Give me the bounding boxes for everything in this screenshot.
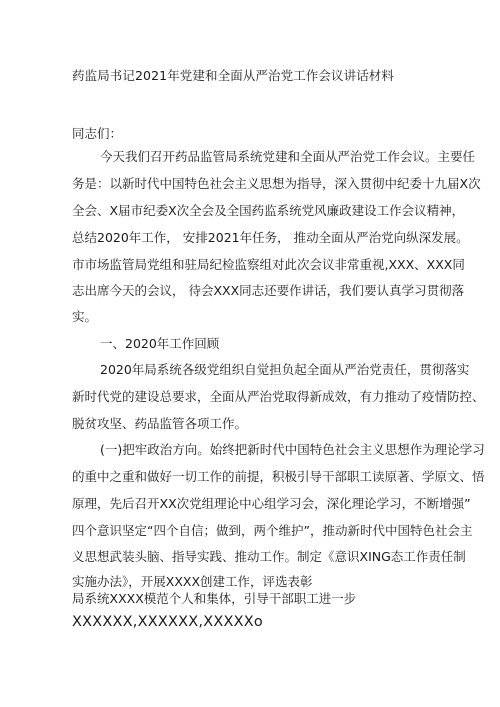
paragraph-3-line-5: 义思想武装头脑、指导实践、推动工作。制定《意识XING态工作责任制 <box>72 549 466 564</box>
paragraph-1-line-4: 总结2020年工作， 安排2021年任务， 推动全面从严治党向纵深发展。 <box>72 230 469 245</box>
paragraph-1-line-5: 市市场监管局党组和驻局纪检监察组对此次会议非常重视,XXX、XXX同 <box>72 257 465 272</box>
paragraph-3-line-4: 四个意识坚定“四个自信；做到，两个维护”，推动新时代中国特色社会主 <box>72 523 473 538</box>
paragraph-1-line-1: 今天我们召开药品监管局系统党建和全面从严治党工作会议。主要任 <box>100 149 476 164</box>
paragraph-1-line-7: 实。 <box>72 309 98 324</box>
paragraph-3-line-6: 实施办法》，开展XXXX创建工作，评选表彰 <box>72 574 313 589</box>
paragraph-2-line-2: 新时代党的建设总要求，全面从严治党取得新成效，有力推动了疫情防控、 <box>72 389 485 404</box>
paragraph-3-line-7: 局系统XXXX模范个人和集体，引导干部职工进一步 <box>72 591 357 606</box>
section-heading: 一、2020年工作回顾 <box>100 336 220 351</box>
paragraph-2-line-1: 2020年局系统各级党组织自觉担负起全面从严治党责任，贯彻落实 <box>100 362 470 377</box>
greeting: 同志们： <box>72 126 123 141</box>
paragraph-1-line-6: 志出席今天的会议， 待会XXX同志还要作讲话，我们要认真学习贯彻落 <box>72 283 465 298</box>
paragraph-1-line-3: 全会、X届市纪委X次全会及全国药监系统党风廉政建设工作会议精神， <box>72 203 465 218</box>
paragraph-2-line-3: 脱贫攻坚、药品监管各项工作。 <box>72 416 248 431</box>
paragraph-3-line-1: (一)把牢政治方向。始终把新时代中国特色社会主义思想作为理论学习 <box>100 442 485 457</box>
final-line: XXXXXX,XXXXXX,XXXXXo <box>72 614 263 630</box>
paragraph-1-line-2: 务是：以新时代中国特色社会主义思想为指导，深入贯彻中纪委十九届X次 <box>72 176 481 191</box>
paragraph-3-line-2: 的重中之重和做好一切工作的前提，积极引导干部职工读原著、学原文、悟 <box>72 469 485 484</box>
document-title: 药监局书记2021年党建和全面从严治党工作会议讲话材料 <box>72 68 395 83</box>
paragraph-3-line-3: 原理，先后召开XX次党组理论中心组学习会，深化理论学习，不断增强” <box>72 496 471 511</box>
